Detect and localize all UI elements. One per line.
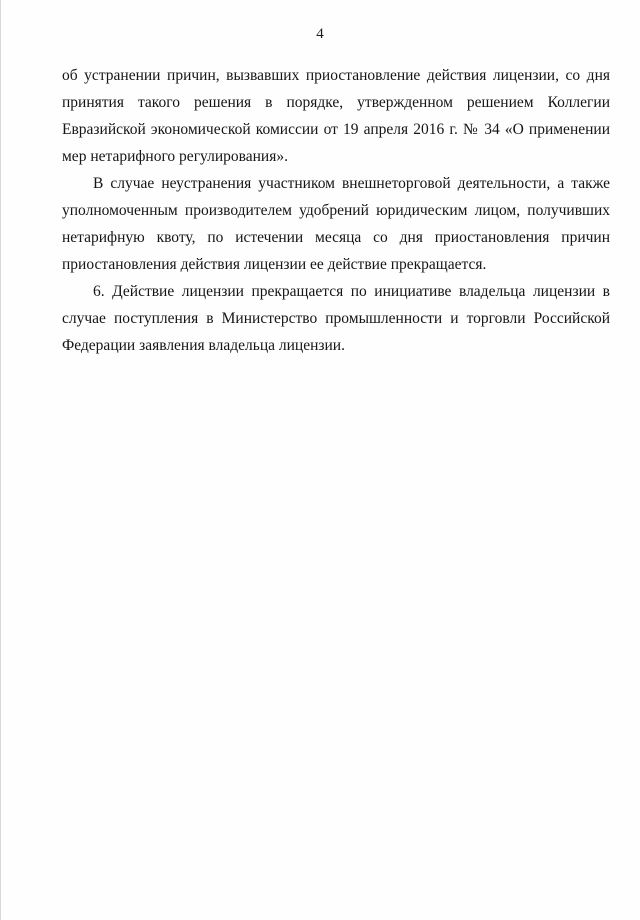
paragraph-continuation-block xyxy=(62,62,610,170)
paragraph-item-6: 6. Действие лицензии прекращается по инициативе владельца лицензии в случае поступления в Министерство промышленности и торговли Российской Федерации заявления владельца лицензии. xyxy=(62,283,610,354)
paragraph-item-6-block xyxy=(62,278,610,359)
page-number: 4 xyxy=(316,26,324,42)
scan-edge xyxy=(0,0,1,920)
paragraph-continuation: об устранении причин, вызвавших приостановление действия лицензии, со дня принятия такого решения в порядке, утвержденном решением Коллегии Евразийской экономической комиссии от 19 апреля 2016 г. № 34 «О применении мер нетарифного регулирования». xyxy=(62,67,610,165)
paragraph-termination-block xyxy=(62,170,610,278)
paragraph-termination: В случае неустранения участником внешнеторговой деятельности, а также уполномоченным производителем удобрений юридическим лицом, получивших нетарифную квоту, по истечении месяца со дня приостановления причин приостановления действия лицензии ее действие прекращается. xyxy=(62,175,610,273)
